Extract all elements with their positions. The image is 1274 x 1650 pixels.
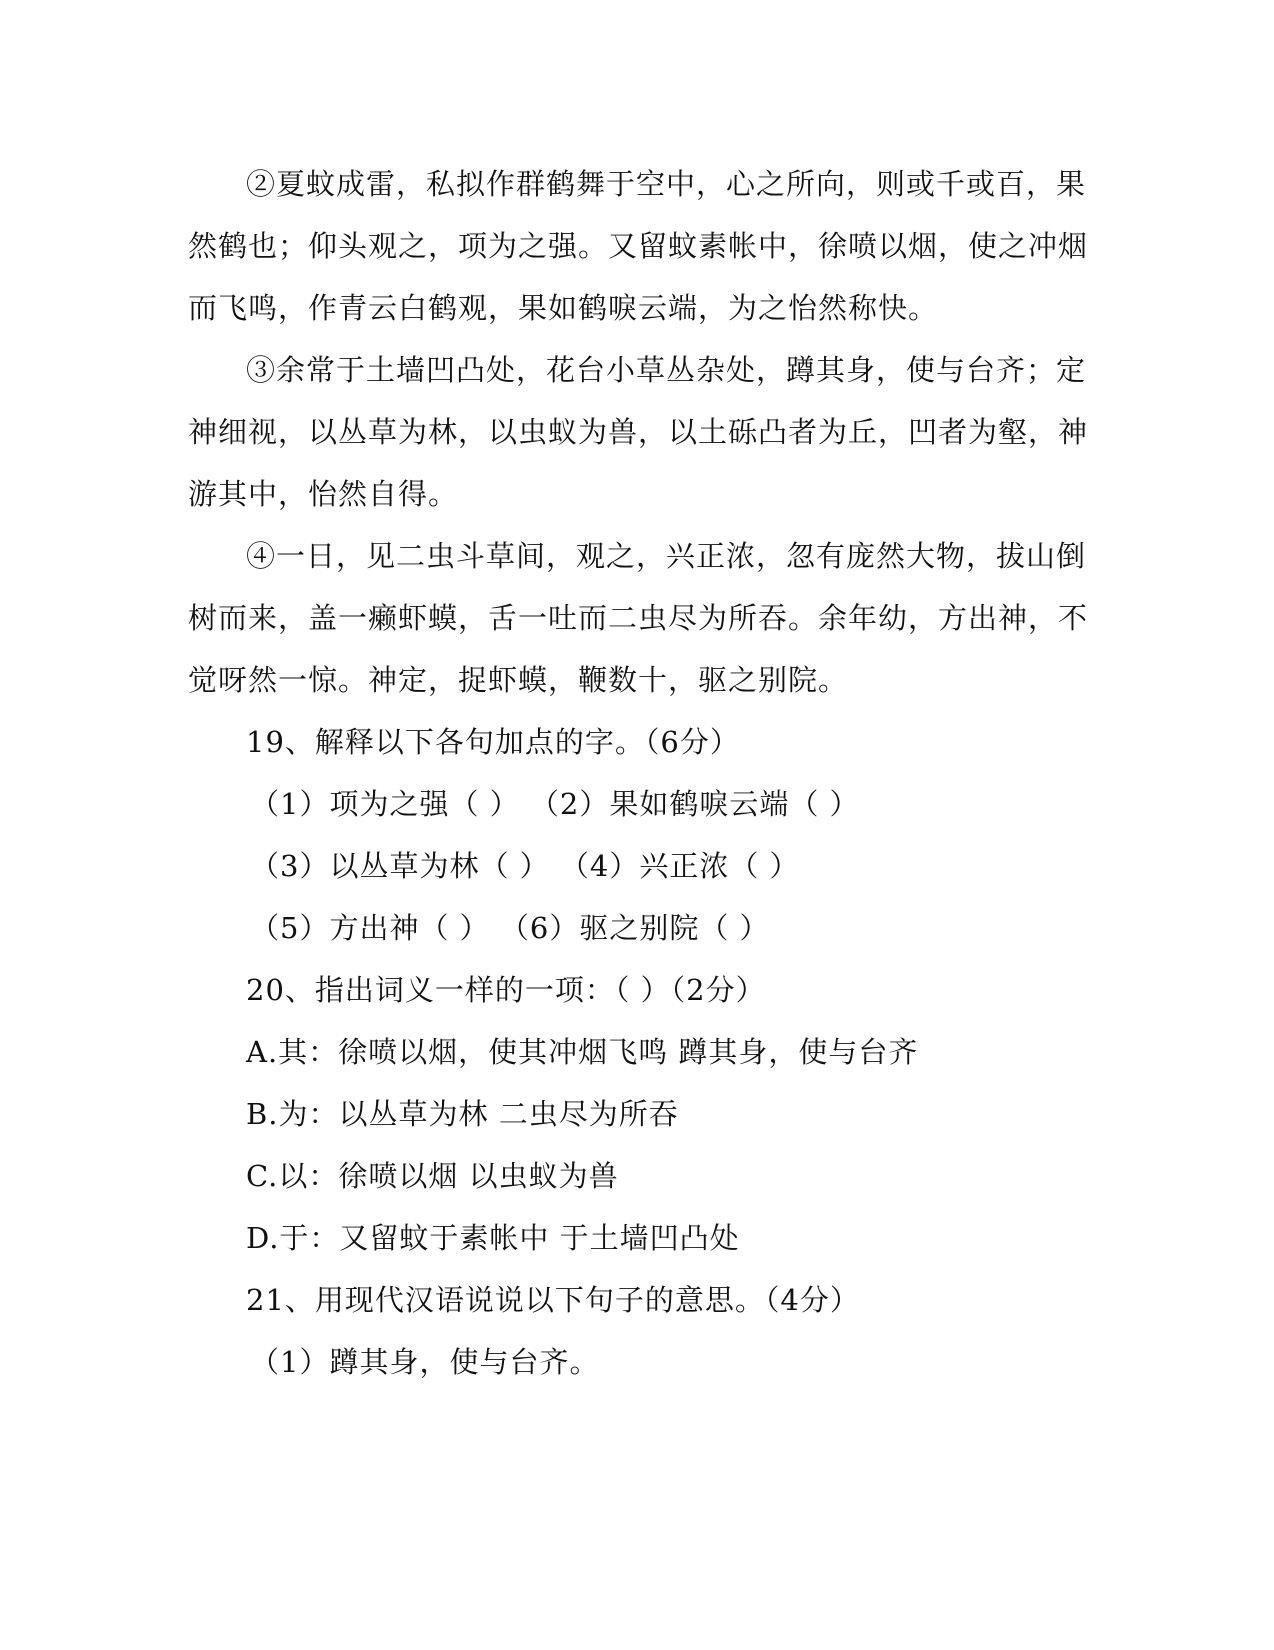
passage-p2-line-1: ②夏蚊成雷，私拟作群鹤舞于空中，心之所向，则或千或百，果 — [246, 167, 1087, 201]
question-19-item-row-3: （5）方出神（ ） （6）驱之别院（ ） — [250, 911, 770, 945]
question-20-option-c: C.以：徐喷以烟 以虫蚁为兽 — [246, 1159, 619, 1193]
question-20-title: 20、指出词义一样的一项：（ ）（2分） — [246, 973, 766, 1007]
question-20-option-a: A.其：徐喷以烟，使其冲烟飞鸣 蹲其身，使与台齐 — [246, 1035, 919, 1069]
question-21-title: 21、用现代汉语说说以下句子的意思。（4分） — [246, 1283, 860, 1317]
passage-p4-line-3: 觉呀然一惊。神定，捉虾蟆，鞭数十，驱之别院。 — [188, 663, 849, 697]
question-19-item-row-1: （1）项为之强（ ） （2）果如鹤唳云端（ ） — [250, 787, 860, 821]
question-19-title: 19、解释以下各句加点的字。（6分） — [246, 725, 740, 759]
question-20-option-d: D.于：又留蚊于素帐中 于土墙凹凸处 — [246, 1221, 740, 1255]
passage-p3-line-1: ③余常于土墙凹凸处，花台小草丛杂处，蹲其身，使与台齐；定 — [246, 353, 1087, 387]
passage-p4-line-2: 树而来，盖一癞虾蟆，舌一吐而二虫尽为所吞。余年幼，方出神，不 — [188, 601, 1089, 635]
question-20-option-b: B.为：以丛草为林 二虫尽为所吞 — [246, 1097, 679, 1131]
passage-p3-line-3: 游其中，怡然自得。 — [188, 477, 459, 511]
question-21-item-1: （1）蹲其身，使与台齐。 — [250, 1345, 600, 1379]
passage-p2-line-3: 而飞鸣，作青云白鹤观，果如鹤唳云端，为之怡然称快。 — [188, 291, 939, 325]
passage-p3-line-2: 神细视，以丛草为林，以虫蚁为兽，以土砾凸者为丘，凹者为壑，神 — [188, 415, 1089, 449]
question-19-item-row-2: （3）以丛草为林（ ） （4）兴正浓（ ） — [250, 849, 800, 883]
passage-p2-line-2: 然鹤也；仰头观之，项为之强。又留蚊素帐中，徐喷以烟，使之冲烟 — [188, 229, 1089, 263]
passage-p4-line-1: ④一日，见二虫斗草间，观之，兴正浓，忽有庞然大物，拔山倒 — [246, 539, 1087, 573]
